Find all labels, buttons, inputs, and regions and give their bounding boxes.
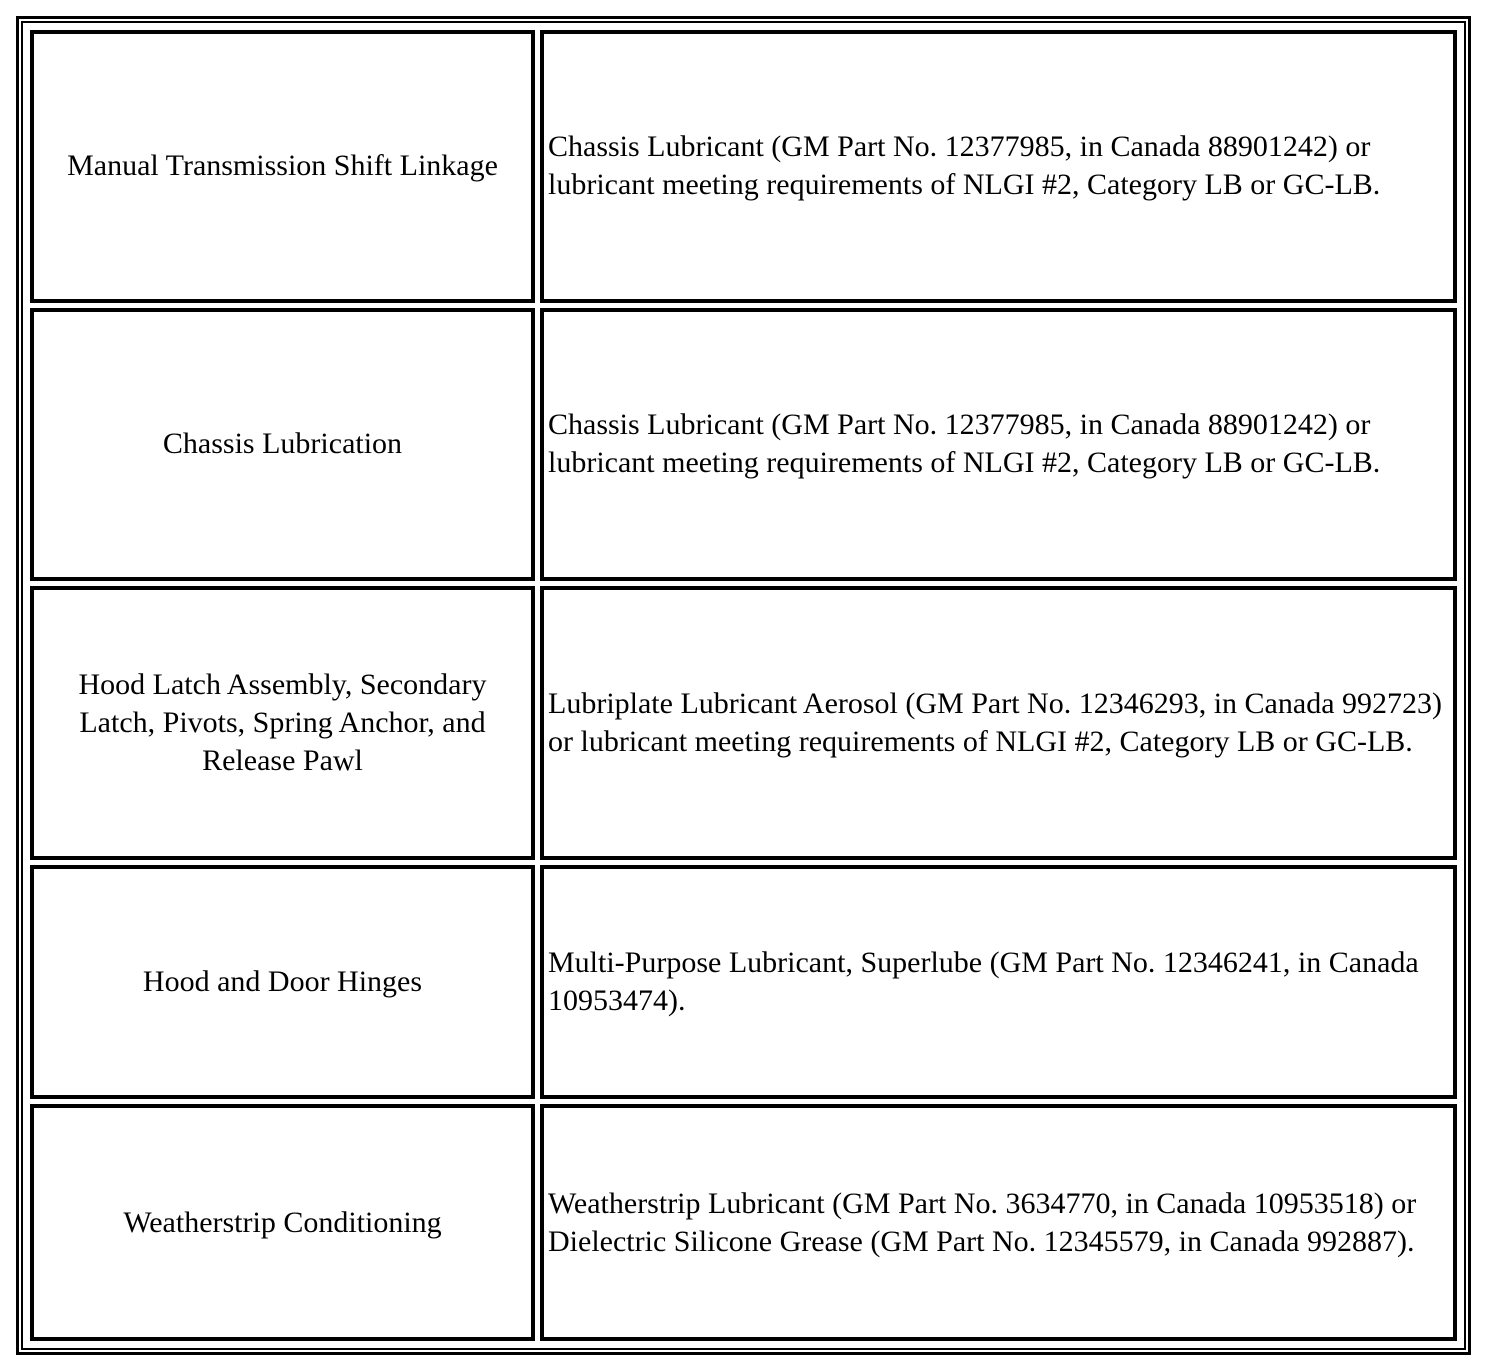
table-row [30, 30, 1457, 303]
lubricant-table [25, 25, 1462, 1346]
table-row [30, 1104, 1457, 1341]
table-row [30, 586, 1457, 860]
item-cell: Weatherstrip Conditioning [30, 1104, 535, 1341]
lubricant-cell: Lubriplate Lubricant Aerosol (GM Part No. 12346293, in Canada 992723) or lubricant meeting requirements of NLGI #2, Category LB or GC-LB. [540, 586, 1457, 860]
item-cell: Hood Latch Assembly, Secondary Latch, Pivots, Spring Anchor, and Release Pawl [30, 586, 535, 860]
table-row [30, 308, 1457, 582]
lubricant-table-frame [16, 16, 1471, 1355]
lubricant-cell: Multi-Purpose Lubricant, Superlube (GM Part No. 12346241, in Canada 10953474). [540, 865, 1457, 1100]
item-cell: Manual Transmission Shift Linkage [30, 30, 535, 303]
item-cell: Chassis Lubrication [30, 308, 535, 582]
lubricant-cell: Chassis Lubricant (GM Part No. 12377985, in Canada 88901242) or lubricant meeting requirements of NLGI #2, Category LB or GC-LB. [540, 30, 1457, 303]
item-cell: Hood and Door Hinges [30, 865, 535, 1100]
lubricant-cell: Chassis Lubricant (GM Part No. 12377985, in Canada 88901242) or lubricant meeting requirements of NLGI #2, Category LB or GC-LB. [540, 308, 1457, 582]
table-row [30, 865, 1457, 1100]
lubricant-cell: Weatherstrip Lubricant (GM Part No. 3634770, in Canada 10953518) or Dielectric Silicone Grease (GM Part No. 12345579, in Canada 992887). [540, 1104, 1457, 1341]
